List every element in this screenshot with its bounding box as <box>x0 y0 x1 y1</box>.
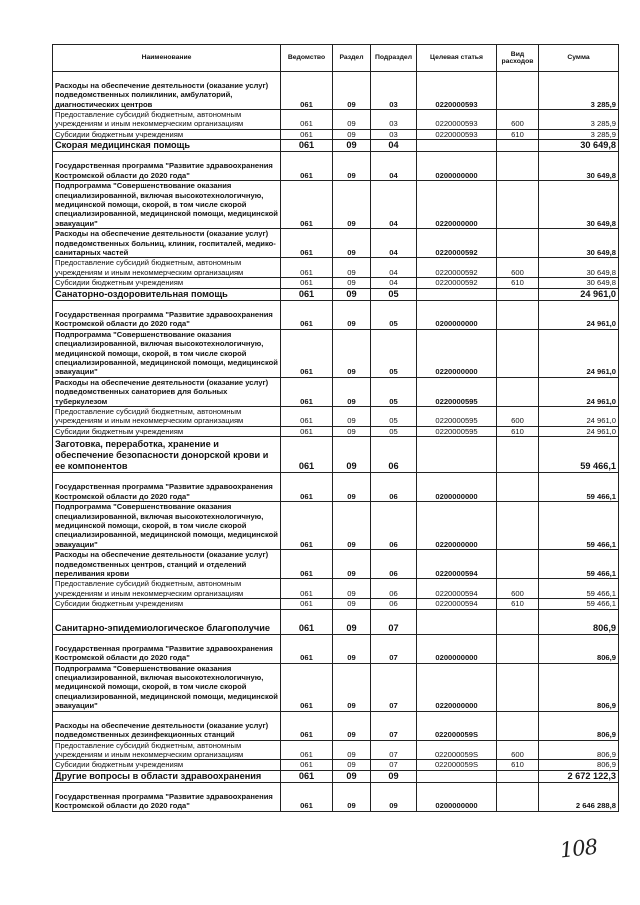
cell-celevaya-statya: 0220000594 <box>417 550 497 579</box>
cell-vid-raskhodov: 610 <box>497 760 539 770</box>
table-row <box>53 770 619 782</box>
cell-vedomstvo: 061 <box>281 129 333 139</box>
table-row <box>53 437 619 473</box>
table-row <box>53 278 619 288</box>
cell-podrazdel: 03 <box>371 110 417 130</box>
page-number: 108 <box>558 834 599 863</box>
cell-razdel: 09 <box>333 140 371 152</box>
cell-vid-raskhodov <box>497 329 539 377</box>
cell-razdel: 09 <box>333 278 371 288</box>
cell-celevaya-statya: 0220000593 <box>417 129 497 139</box>
budget-table <box>52 44 619 812</box>
cell-razdel: 09 <box>333 229 371 258</box>
cell-celevaya-statya: 0220000593 <box>417 72 497 110</box>
cell-vedomstvo: 061 <box>281 437 333 473</box>
cell-name: Расходы на обеспечение деятельности (оказание услуг) подведомственных центров, станций и отделений переливания крови <box>53 550 281 579</box>
table-row <box>53 782 619 811</box>
cell-name: Государственная программа "Развитие здравоохранения Костромской области до 2020 года" <box>53 473 281 502</box>
cell-celevaya-statya: 0220000592 <box>417 258 497 278</box>
cell-vid-raskhodov <box>497 634 539 663</box>
cell-celevaya-statya: 0200000000 <box>417 152 497 181</box>
cell-razdel: 09 <box>333 129 371 139</box>
cell-vid-raskhodov: 610 <box>497 599 539 609</box>
cell-summa: 3 285,9 <box>539 110 619 130</box>
cell-razdel: 09 <box>333 609 371 634</box>
cell-vedomstvo: 061 <box>281 609 333 634</box>
cell-vid-raskhodov <box>497 181 539 229</box>
cell-vid-raskhodov <box>497 437 539 473</box>
cell-vedomstvo: 061 <box>281 502 333 550</box>
cell-vid-raskhodov <box>497 770 539 782</box>
cell-razdel: 09 <box>333 406 371 426</box>
cell-name: Государственная программа "Развитие здравоохранения Костромской области до 2020 года" <box>53 782 281 811</box>
cell-vid-raskhodov: 610 <box>497 278 539 288</box>
cell-summa: 806,9 <box>539 663 619 711</box>
cell-name: Предоставление субсидий бюджетным, автономным учреждениям и иным некоммерческим организациям <box>53 258 281 278</box>
cell-vid-raskhodov <box>497 663 539 711</box>
cell-podrazdel: 07 <box>371 740 417 760</box>
table-header <box>53 45 619 72</box>
cell-vid-raskhodov <box>497 711 539 740</box>
cell-vedomstvo: 061 <box>281 288 333 300</box>
cell-name: Субсидии бюджетным учреждениям <box>53 278 281 288</box>
cell-vedomstvo: 061 <box>281 473 333 502</box>
cell-podrazdel: 04 <box>371 140 417 152</box>
cell-summa: 59 466,1 <box>539 550 619 579</box>
cell-name: Предоставление субсидий бюджетным, автономным учреждениям и иным некоммерческим организациям <box>53 110 281 130</box>
header-razdel: Раздел <box>333 45 371 72</box>
cell-name: Государственная программа "Развитие здравоохранения Костромской области до 2020 года" <box>53 634 281 663</box>
cell-vid-raskhodov <box>497 502 539 550</box>
cell-name: Предоставление субсидий бюджетным, автономным учреждениям и иным некоммерческим организациям <box>53 740 281 760</box>
cell-podrazdel: 06 <box>371 550 417 579</box>
cell-vid-raskhodov <box>497 550 539 579</box>
table-row <box>53 129 619 139</box>
cell-vedomstvo: 061 <box>281 579 333 599</box>
cell-podrazdel: 04 <box>371 181 417 229</box>
cell-celevaya-statya: 0220000595 <box>417 426 497 436</box>
cell-vedomstvo: 061 <box>281 181 333 229</box>
cell-summa: 59 466,1 <box>539 473 619 502</box>
cell-name: Расходы на обеспечение деятельности (оказание услуг) подведомственных поликлиник, амбулаторий, диагностических центров <box>53 72 281 110</box>
cell-razdel: 09 <box>333 329 371 377</box>
cell-name: Санаторно-оздоровительная помощь <box>53 288 281 300</box>
cell-name: Государственная программа "Развитие здравоохранения Костромской области до 2020 года" <box>53 300 281 329</box>
table-row <box>53 288 619 300</box>
cell-summa: 806,9 <box>539 711 619 740</box>
cell-razdel: 09 <box>333 550 371 579</box>
cell-razdel: 09 <box>333 770 371 782</box>
table-row <box>53 663 619 711</box>
cell-vedomstvo: 061 <box>281 740 333 760</box>
cell-vid-raskhodov: 600 <box>497 258 539 278</box>
cell-vid-raskhodov <box>497 152 539 181</box>
table-row <box>53 152 619 181</box>
cell-name: Расходы на обеспечение деятельности (оказание услуг) подведомственных санаториев для больных туберкулезом <box>53 377 281 406</box>
cell-razdel: 09 <box>333 711 371 740</box>
cell-podrazdel: 06 <box>371 473 417 502</box>
cell-razdel: 09 <box>333 599 371 609</box>
cell-vedomstvo: 061 <box>281 278 333 288</box>
cell-podrazdel: 05 <box>371 377 417 406</box>
table-row <box>53 329 619 377</box>
table-row <box>53 110 619 130</box>
cell-razdel: 09 <box>333 288 371 300</box>
header-celevaya-statya: Целевая статья <box>417 45 497 72</box>
cell-celevaya-statya: 0220000594 <box>417 579 497 599</box>
cell-vid-raskhodov <box>497 782 539 811</box>
cell-vid-raskhodov <box>497 609 539 634</box>
cell-podrazdel: 04 <box>371 152 417 181</box>
cell-celevaya-statya: 0200000000 <box>417 782 497 811</box>
cell-podrazdel: 04 <box>371 258 417 278</box>
cell-summa: 24 961,0 <box>539 288 619 300</box>
cell-podrazdel: 05 <box>371 406 417 426</box>
cell-celevaya-statya: 0220000592 <box>417 229 497 258</box>
cell-celevaya-statya <box>417 437 497 473</box>
table-row <box>53 550 619 579</box>
cell-celevaya-statya <box>417 288 497 300</box>
cell-razdel: 09 <box>333 634 371 663</box>
cell-razdel: 09 <box>333 426 371 436</box>
cell-vid-raskhodov: 600 <box>497 740 539 760</box>
table-row <box>53 181 619 229</box>
cell-celevaya-statya: 0220000593 <box>417 110 497 130</box>
cell-summa: 59 466,1 <box>539 502 619 550</box>
cell-podrazdel: 05 <box>371 288 417 300</box>
cell-podrazdel: 04 <box>371 229 417 258</box>
table-row <box>53 711 619 740</box>
cell-podrazdel: 05 <box>371 426 417 436</box>
cell-razdel: 09 <box>333 181 371 229</box>
cell-celevaya-statya: 0220000594 <box>417 599 497 609</box>
cell-celevaya-statya: 0200000000 <box>417 634 497 663</box>
cell-name: Субсидии бюджетным учреждениям <box>53 599 281 609</box>
cell-celevaya-statya: 022000059S <box>417 740 497 760</box>
cell-celevaya-statya: 022000059S <box>417 711 497 740</box>
cell-razdel: 09 <box>333 579 371 599</box>
cell-vid-raskhodov <box>497 72 539 110</box>
cell-name: Расходы на обеспечение деятельности (оказание услуг) подведомственных дезинфекционных станций <box>53 711 281 740</box>
cell-summa: 59 466,1 <box>539 599 619 609</box>
table-body <box>53 72 619 812</box>
cell-razdel: 09 <box>333 782 371 811</box>
cell-razdel: 09 <box>333 110 371 130</box>
cell-podrazdel: 09 <box>371 782 417 811</box>
cell-celevaya-statya: 0220000592 <box>417 278 497 288</box>
cell-podrazdel: 07 <box>371 711 417 740</box>
cell-vedomstvo: 061 <box>281 426 333 436</box>
cell-summa: 24 961,0 <box>539 406 619 426</box>
cell-summa: 3 285,9 <box>539 129 619 139</box>
cell-name: Предоставление субсидий бюджетным, автономным учреждениям и иным некоммерческим организациям <box>53 579 281 599</box>
cell-razdel: 09 <box>333 152 371 181</box>
cell-vedomstvo: 061 <box>281 634 333 663</box>
cell-vedomstvo: 061 <box>281 760 333 770</box>
cell-razdel: 09 <box>333 377 371 406</box>
cell-summa: 806,9 <box>539 740 619 760</box>
cell-celevaya-statya: 0220000000 <box>417 663 497 711</box>
cell-vid-raskhodov <box>497 377 539 406</box>
cell-name: Подпрограмма "Совершенствование оказания специализированной, включая высокотехнологичную, медицинской помощи, скорой, в том числе скорой специализированной, медицинской помощи, медицинской эвакуации" <box>53 329 281 377</box>
cell-podrazdel: 07 <box>371 634 417 663</box>
cell-razdel: 09 <box>333 760 371 770</box>
cell-vedomstvo: 061 <box>281 152 333 181</box>
cell-summa: 30 649,8 <box>539 278 619 288</box>
cell-celevaya-statya <box>417 140 497 152</box>
cell-podrazdel: 05 <box>371 329 417 377</box>
cell-name: Подпрограмма "Совершенствование оказания специализированной, включая высокотехнологичную, медицинской помощи, скорой, в том числе скорой специализированной, медицинской помощи, медицинской эвакуации" <box>53 502 281 550</box>
table-row <box>53 760 619 770</box>
cell-summa: 2 672 122,3 <box>539 770 619 782</box>
cell-vid-raskhodov: 600 <box>497 579 539 599</box>
cell-summa: 2 646 288,8 <box>539 782 619 811</box>
cell-vid-raskhodov: 600 <box>497 110 539 130</box>
cell-vedomstvo: 061 <box>281 72 333 110</box>
cell-podrazdel: 03 <box>371 72 417 110</box>
cell-summa: 24 961,0 <box>539 329 619 377</box>
cell-razdel: 09 <box>333 473 371 502</box>
table-row <box>53 609 619 634</box>
cell-razdel: 09 <box>333 740 371 760</box>
cell-summa: 806,9 <box>539 609 619 634</box>
table-row <box>53 406 619 426</box>
cell-vedomstvo: 061 <box>281 406 333 426</box>
cell-podrazdel: 07 <box>371 760 417 770</box>
cell-vedomstvo: 061 <box>281 550 333 579</box>
table-row <box>53 300 619 329</box>
cell-celevaya-statya: 022000059S <box>417 760 497 770</box>
cell-vid-raskhodov: 610 <box>497 426 539 436</box>
cell-razdel: 09 <box>333 258 371 278</box>
header-summa: Сумма <box>539 45 619 72</box>
cell-name: Субсидии бюджетным учреждениям <box>53 760 281 770</box>
cell-name: Подпрограмма "Совершенствование оказания специализированной, включая высокотехнологичную, медицинской помощи, скорой, в том числе скорой специализированной, медицинской помощи, медицинской эвакуации" <box>53 181 281 229</box>
table-row <box>53 634 619 663</box>
cell-vid-raskhodov <box>497 288 539 300</box>
table-row <box>53 473 619 502</box>
cell-razdel: 09 <box>333 300 371 329</box>
cell-vedomstvo: 061 <box>281 258 333 278</box>
cell-celevaya-statya: 0200000000 <box>417 473 497 502</box>
cell-podrazdel: 04 <box>371 278 417 288</box>
cell-celevaya-statya: 0220000000 <box>417 502 497 550</box>
cell-razdel: 09 <box>333 72 371 110</box>
cell-summa: 806,9 <box>539 760 619 770</box>
cell-name: Предоставление субсидий бюджетным, автономным учреждениям и иным некоммерческим организациям <box>53 406 281 426</box>
cell-name: Скорая медицинская помощь <box>53 140 281 152</box>
cell-summa: 59 466,1 <box>539 437 619 473</box>
cell-vid-raskhodov <box>497 473 539 502</box>
cell-name: Подпрограмма "Совершенствование оказания специализированной, включая высокотехнологичную, медицинской помощи, скорой, в том числе скорой специализированной, медицинской помощи, медицинской эвакуации" <box>53 663 281 711</box>
cell-summa: 24 961,0 <box>539 426 619 436</box>
cell-vedomstvo: 061 <box>281 711 333 740</box>
cell-podrazdel: 06 <box>371 502 417 550</box>
cell-celevaya-statya: 0220000000 <box>417 181 497 229</box>
cell-summa: 30 649,8 <box>539 152 619 181</box>
cell-name: Субсидии бюджетным учреждениям <box>53 426 281 436</box>
cell-vedomstvo: 061 <box>281 770 333 782</box>
cell-vid-raskhodov <box>497 300 539 329</box>
cell-vedomstvo: 061 <box>281 329 333 377</box>
table-row <box>53 72 619 110</box>
cell-vedomstvo: 061 <box>281 140 333 152</box>
cell-celevaya-statya: 0200000000 <box>417 300 497 329</box>
cell-name: Расходы на обеспечение деятельности (оказание услуг) подведомственных больниц, клиник, госпиталей, медико-санитарных частей <box>53 229 281 258</box>
cell-summa: 30 649,8 <box>539 140 619 152</box>
header-vedomstvo: Ведомство <box>281 45 333 72</box>
cell-name: Другие вопросы в области здравоохранения <box>53 770 281 782</box>
cell-vid-raskhodov <box>497 229 539 258</box>
cell-razdel: 09 <box>333 663 371 711</box>
table-row <box>53 502 619 550</box>
cell-podrazdel: 06 <box>371 599 417 609</box>
cell-name: Субсидии бюджетным учреждениям <box>53 129 281 139</box>
table-row <box>53 140 619 152</box>
cell-podrazdel: 03 <box>371 129 417 139</box>
cell-celevaya-statya: 0220000000 <box>417 329 497 377</box>
table-row <box>53 229 619 258</box>
header-podrazdel: Подраздел <box>371 45 417 72</box>
cell-vid-raskhodov <box>497 140 539 152</box>
cell-celevaya-statya: 0220000595 <box>417 406 497 426</box>
cell-vedomstvo: 061 <box>281 377 333 406</box>
header-name: Наименование <box>53 45 281 72</box>
cell-vid-raskhodov: 610 <box>497 129 539 139</box>
cell-podrazdel: 05 <box>371 300 417 329</box>
cell-celevaya-statya <box>417 770 497 782</box>
cell-summa: 24 961,0 <box>539 377 619 406</box>
cell-razdel: 09 <box>333 502 371 550</box>
cell-summa: 24 961,0 <box>539 300 619 329</box>
table-row <box>53 599 619 609</box>
table-row <box>53 740 619 760</box>
cell-vedomstvo: 061 <box>281 110 333 130</box>
cell-vedomstvo: 061 <box>281 300 333 329</box>
cell-summa: 30 649,8 <box>539 229 619 258</box>
cell-celevaya-statya <box>417 609 497 634</box>
cell-vid-raskhodov: 600 <box>497 406 539 426</box>
cell-summa: 59 466,1 <box>539 579 619 599</box>
cell-vedomstvo: 061 <box>281 599 333 609</box>
table-row <box>53 426 619 436</box>
cell-vedomstvo: 061 <box>281 782 333 811</box>
cell-summa: 30 649,8 <box>539 258 619 278</box>
cell-podrazdel: 06 <box>371 437 417 473</box>
cell-podrazdel: 06 <box>371 579 417 599</box>
cell-podrazdel: 07 <box>371 609 417 634</box>
cell-name: Государственная программа "Развитие здравоохранения Костромской области до 2020 года" <box>53 152 281 181</box>
cell-name: Заготовка, переработка, хранение и обеспечение безопасности донорской крови и ее компонентов <box>53 437 281 473</box>
table-row <box>53 258 619 278</box>
cell-summa: 806,9 <box>539 634 619 663</box>
cell-summa: 30 649,8 <box>539 181 619 229</box>
cell-name: Санитарно-эпидемиологическое благополучие <box>53 609 281 634</box>
table-row <box>53 579 619 599</box>
header-vid-raskhodov: Вид расходов <box>497 45 539 72</box>
cell-podrazdel: 07 <box>371 663 417 711</box>
cell-razdel: 09 <box>333 437 371 473</box>
cell-podrazdel: 09 <box>371 770 417 782</box>
table-row <box>53 377 619 406</box>
cell-celevaya-statya: 0220000595 <box>417 377 497 406</box>
cell-vedomstvo: 061 <box>281 663 333 711</box>
cell-summa: 3 285,9 <box>539 72 619 110</box>
cell-vedomstvo: 061 <box>281 229 333 258</box>
